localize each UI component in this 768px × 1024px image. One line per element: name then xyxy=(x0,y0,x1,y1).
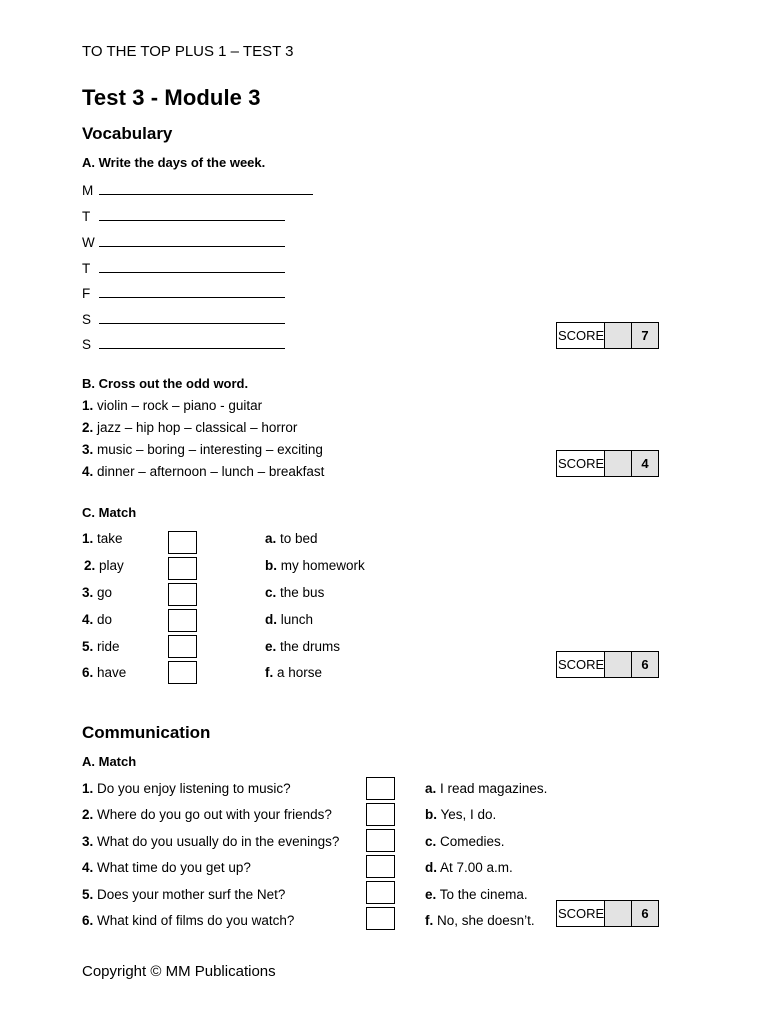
score-box xyxy=(556,322,659,349)
item-text: Yes, I do. xyxy=(440,807,497,822)
vocab-a-instruction: A. Write the days of the week. xyxy=(82,155,266,170)
item-letter: f. xyxy=(265,665,274,680)
match-right-item xyxy=(265,585,324,600)
item-text: to bed xyxy=(280,531,318,546)
answer-box[interactable] xyxy=(366,829,395,852)
section-vocabulary-heading: Vocabulary xyxy=(82,124,173,143)
match-right-item xyxy=(265,612,313,627)
copyright-footer: Copyright © MM Publications xyxy=(82,963,276,980)
match-left-item xyxy=(82,639,120,654)
day-blank[interactable] xyxy=(99,209,285,221)
odd-word-item[interactable] xyxy=(82,398,262,413)
item-text: lunch xyxy=(280,612,314,627)
match-right-item xyxy=(265,665,322,680)
answer-box[interactable] xyxy=(168,583,197,606)
answer-box[interactable] xyxy=(366,777,395,800)
day-row[interactable] xyxy=(82,178,313,198)
score-label: SCORE xyxy=(557,323,605,348)
item-text: violin – rock – piano - guitar xyxy=(97,398,263,413)
item-text: dinner – afternoon – lunch – breakfast xyxy=(97,464,325,479)
question-item xyxy=(82,887,285,902)
answer-item xyxy=(425,860,513,875)
item-number: 4. xyxy=(82,464,94,479)
item-letter: c. xyxy=(425,834,437,849)
answer-item xyxy=(425,887,528,902)
day-letter: T xyxy=(82,261,91,276)
section-communication-heading: Communication xyxy=(82,723,211,742)
item-number: 4. xyxy=(82,612,94,627)
score-box xyxy=(556,900,659,927)
score-label: SCORE xyxy=(557,451,605,476)
day-letter: W xyxy=(82,235,95,250)
item-text: Comedies. xyxy=(440,834,505,849)
item-text: have xyxy=(97,665,127,680)
vocab-c-instruction: C. Match xyxy=(82,505,137,520)
item-text: music – boring – interesting – exciting xyxy=(97,442,323,457)
item-letter: e. xyxy=(265,639,277,654)
item-text: the drums xyxy=(280,639,341,654)
match-left-item xyxy=(82,585,112,600)
answer-box[interactable] xyxy=(366,907,395,930)
item-letter: d. xyxy=(265,612,277,627)
score-label: SCORE xyxy=(557,901,605,926)
day-row[interactable] xyxy=(82,204,285,224)
answer-box[interactable] xyxy=(366,803,395,826)
match-right-item xyxy=(265,531,318,546)
score-input[interactable] xyxy=(605,652,632,677)
day-blank[interactable] xyxy=(99,183,313,195)
item-number: 4. xyxy=(82,860,94,875)
document-header: TO THE TOP PLUS 1 – TEST 3 xyxy=(82,43,294,60)
day-row[interactable] xyxy=(82,281,285,301)
day-letter: M xyxy=(82,183,94,198)
item-letter: a. xyxy=(265,531,277,546)
item-letter: a. xyxy=(425,781,437,796)
question-item xyxy=(82,834,339,849)
item-letter: e. xyxy=(425,887,437,902)
item-text: Does your mother surf the Net? xyxy=(97,887,286,902)
item-text: do xyxy=(97,612,113,627)
score-box xyxy=(556,651,659,678)
day-blank[interactable] xyxy=(99,337,285,349)
item-text: To the cinema. xyxy=(439,887,528,902)
answer-box[interactable] xyxy=(168,531,197,554)
answer-item xyxy=(425,781,547,796)
score-input[interactable] xyxy=(605,323,632,348)
answer-box[interactable] xyxy=(366,855,395,878)
item-number: 3. xyxy=(82,585,94,600)
page-title: Test 3 - Module 3 xyxy=(82,85,261,110)
answer-box[interactable] xyxy=(168,635,197,658)
item-text: a horse xyxy=(277,665,323,680)
answer-item xyxy=(425,913,535,928)
item-number: 2. xyxy=(82,420,94,435)
day-blank[interactable] xyxy=(99,261,285,273)
score-input[interactable] xyxy=(605,451,632,476)
item-letter: c. xyxy=(265,585,277,600)
day-blank[interactable] xyxy=(99,235,285,247)
item-text: ride xyxy=(97,639,120,654)
item-text: I read magazines. xyxy=(440,781,548,796)
item-text: Do you enjoy listening to music? xyxy=(97,781,291,796)
question-item xyxy=(82,807,332,822)
day-row[interactable] xyxy=(82,307,285,327)
item-letter: f. xyxy=(425,913,434,928)
item-number: 2. xyxy=(84,558,96,573)
score-total: 7 xyxy=(632,323,658,348)
score-box xyxy=(556,450,659,477)
day-blank[interactable] xyxy=(99,286,285,298)
item-number: 5. xyxy=(82,639,94,654)
item-number: 2. xyxy=(82,807,94,822)
answer-item xyxy=(425,834,505,849)
item-text: What time do you get up? xyxy=(97,860,251,875)
answer-box[interactable] xyxy=(168,609,197,632)
vocab-b-instruction: B. Cross out the odd word. xyxy=(82,376,249,391)
item-number: 6. xyxy=(82,665,94,680)
match-right-item xyxy=(265,558,365,573)
item-text: the bus xyxy=(280,585,325,600)
match-left-item xyxy=(82,531,123,546)
score-label: SCORE xyxy=(557,652,605,677)
odd-word-item[interactable] xyxy=(82,420,297,435)
match-left-item xyxy=(82,665,126,680)
score-total: 6 xyxy=(632,901,658,926)
day-letter: F xyxy=(82,286,91,301)
match-left-item xyxy=(82,612,112,627)
item-text: jazz – hip hop – classical – horror xyxy=(97,420,298,435)
score-total: 6 xyxy=(632,652,658,677)
day-blank[interactable] xyxy=(99,312,285,324)
score-total: 4 xyxy=(632,451,658,476)
item-number: 3. xyxy=(82,834,94,849)
item-text: play xyxy=(99,558,124,573)
item-number: 6. xyxy=(82,913,94,928)
score-input[interactable] xyxy=(605,901,632,926)
match-left-item xyxy=(84,558,124,573)
odd-word-item[interactable] xyxy=(82,442,323,457)
day-letter: S xyxy=(82,312,92,327)
day-letter: S xyxy=(82,337,92,352)
item-letter: b. xyxy=(425,807,437,822)
answer-box[interactable] xyxy=(168,557,197,580)
comm-a-instruction: A. Match xyxy=(82,754,137,769)
odd-word-item[interactable] xyxy=(82,464,324,479)
day-row[interactable] xyxy=(82,230,285,250)
item-text: take xyxy=(97,531,123,546)
question-item xyxy=(82,860,251,875)
question-item xyxy=(82,913,294,928)
item-number: 1. xyxy=(82,398,94,413)
item-text: Where do you go out with your friends? xyxy=(97,807,332,822)
item-letter: d. xyxy=(425,860,437,875)
item-number: 5. xyxy=(82,887,94,902)
item-letter: b. xyxy=(265,558,277,573)
item-text: go xyxy=(97,585,113,600)
item-number: 1. xyxy=(82,781,94,796)
answer-box[interactable] xyxy=(168,661,197,684)
match-right-item xyxy=(265,639,340,654)
item-text: What do you usually do in the evenings? xyxy=(97,834,340,849)
item-text: What kind of films do you watch? xyxy=(97,913,295,928)
day-row[interactable] xyxy=(82,332,285,352)
answer-box[interactable] xyxy=(366,881,395,904)
item-text: my homework xyxy=(280,558,365,573)
item-text: No, she doesn’t. xyxy=(437,913,535,928)
item-number: 1. xyxy=(82,531,94,546)
item-text: At 7.00 a.m. xyxy=(440,860,513,875)
day-letter: T xyxy=(82,209,91,224)
day-row[interactable] xyxy=(82,256,285,276)
item-number: 3. xyxy=(82,442,94,457)
answer-item xyxy=(425,807,496,822)
question-item xyxy=(82,781,291,796)
